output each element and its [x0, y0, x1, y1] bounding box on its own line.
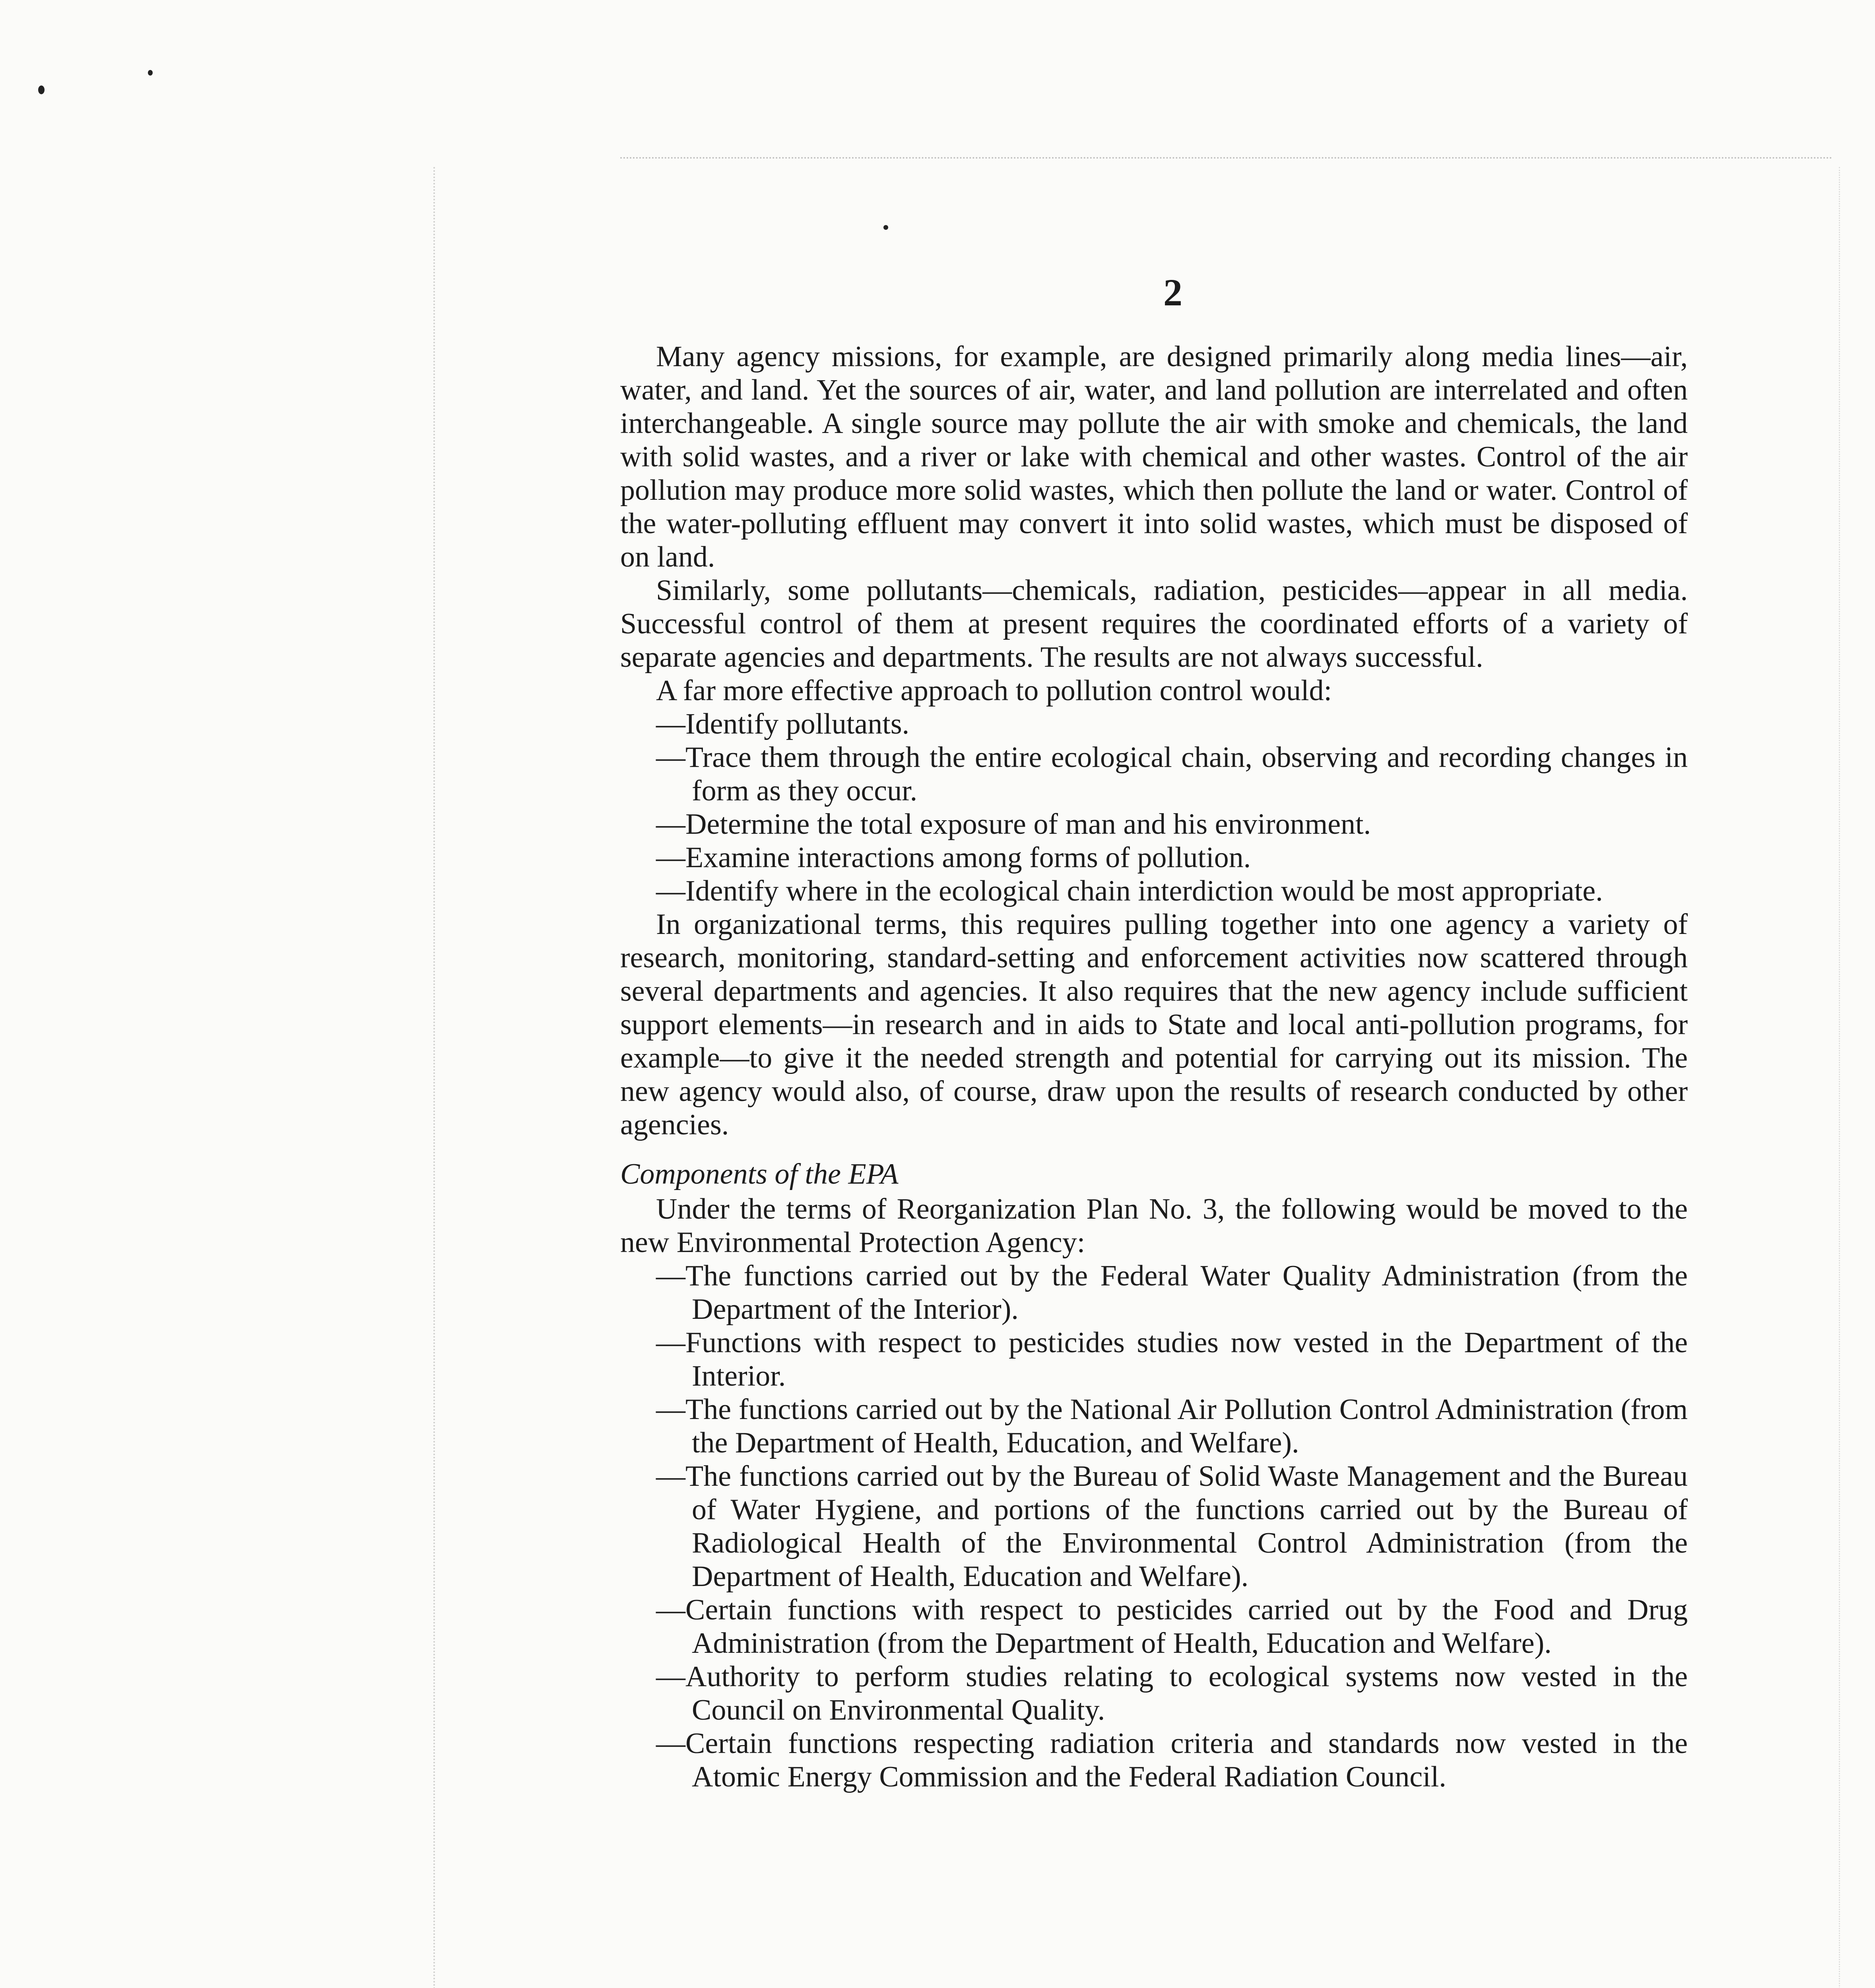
scan-speck — [148, 70, 153, 76]
list-item: —The functions carried out by the Bureau of Solid Waste Management and the Bureau of Water Hygiene, and portions of the functions carried out by the Bureau of Radiological Health of the Environmental Control Administration (from the Department of Health, Education and Welfare). — [656, 1460, 1688, 1593]
approach-list — [620, 707, 1688, 908]
document-body — [620, 340, 1688, 1794]
scan-speck — [883, 225, 888, 230]
page-number: 2 — [1163, 271, 1182, 314]
body-paragraph: Under the terms of Reorganization Plan No. 3, the following would be moved to the new Environmental Protection Agency: — [620, 1193, 1688, 1259]
list-item: —The functions carried out by the National Air Pollution Control Administration (from the Department of Health, Education, and Welfare). — [656, 1393, 1688, 1459]
list-item: —Functions with respect to pesticides studies now vested in the Department of the Interior. — [656, 1326, 1688, 1392]
list-item: —Certain functions respecting radiation criteria and standards now vested in the Atomic Energy Commission and the Federal Radiation Council. — [656, 1727, 1688, 1793]
list-item: —Determine the total exposure of man and his environment. — [656, 808, 1371, 841]
body-paragraph: In organizational terms, this requires pulling together into one agency a variety of research, monitoring, standard-setting and enforcement activities now scattered through several departments and agencies. It also requires that the new agency include sufficient support elements—in research and in aids to State and local anti-pollution programs, for example—to give it the needed strength and potential for carrying out its mission. The new agency would also, of course, draw upon the results of research conducted by other agencies. — [620, 908, 1688, 1141]
list-item: —Identify pollutants. — [656, 708, 910, 740]
page-trim-top — [620, 157, 1833, 159]
components-list — [620, 1259, 1688, 1794]
list-item: —Trace them through the entire ecological chain, observing and recording changes in form as they occur. — [656, 741, 1688, 807]
list-item: —Authority to perform studies relating to ecological systems now vested in the Council on Environmental Quality. — [656, 1660, 1688, 1726]
list-item: —Certain functions with respect to pesticides carried out by the Food and Drug Administration (from the Department of Health, Education and Welfare). — [656, 1594, 1688, 1660]
scan-speck — [38, 85, 45, 94]
page-trim-right — [1839, 167, 1840, 1988]
page-trim-left — [433, 167, 435, 1988]
list-item: —Examine interactions among forms of pollution. — [656, 841, 1251, 874]
section-heading: Components of the EPA — [620, 1158, 899, 1190]
body-paragraph: Similarly, some pollutants—chemicals, radiation, pesticides—appear in all media. Successful control of them at present requires the coordinated efforts of a variety of separate agencies and departments. The results are not always successful. — [620, 574, 1688, 674]
body-paragraph: A far more effective approach to pollution control would: — [656, 674, 1332, 707]
body-paragraph: Many agency missions, for example, are designed primarily along media lines—air, water, and land. Yet the sources of air, water, and land pollution are interrelated and often interchangeable. A single source may pollute the air with smoke and chemicals, the land with solid wastes, and a river or lake with chemical and other wastes. Control of the air pollution may produce more solid wastes, which then pollute the land or water. Control of the water-polluting effluent may convert it into solid wastes, which must be disposed of on land. — [620, 340, 1688, 573]
list-item: —Identify where in the ecological chain interdiction would be most appropriate. — [656, 875, 1603, 907]
list-item: —The functions carried out by the Federal Water Quality Administration (from the Department of the Interior). — [656, 1260, 1688, 1326]
